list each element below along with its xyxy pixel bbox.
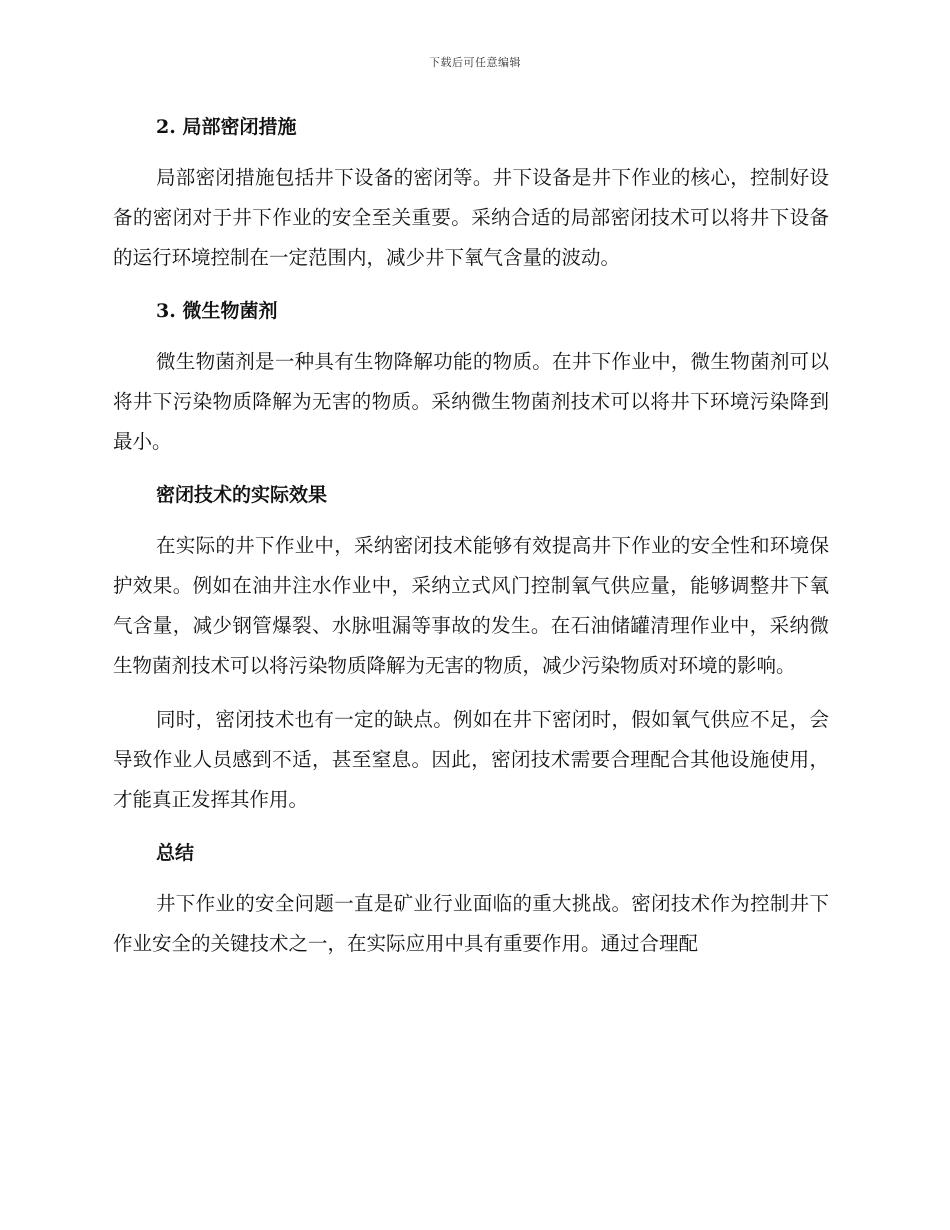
section-heading-microbial: 3. 微生物菌剂 — [156, 300, 278, 322]
section-summary — [113, 834, 829, 964]
paragraph-effects-2: 同时，密闭技术也有一定的缺点。例如在井下密闭时，假如氧气供应不足，会导致作业人员感到不适，甚至窒息。因此，密闭技术需要合理配合其他设施使用，才能真正发挥其作用。 — [113, 708, 829, 811]
section-heading-summary: 总结 — [156, 842, 195, 864]
paragraph-local-seal: 局部密闭措施包括井下设备的密闭等。井下设备是井下作业的核心，控制好设备的密闭对于井下作业的安全至关重要。采纳合适的局部密闭技术可以将井下设备的运行环境控制在一定范围内，减少井下氧气含量的波动。 — [113, 166, 829, 269]
paragraph-microbial: 微生物菌剂是一种具有生物降解功能的物质。在井下作业中，微生物菌剂可以将井下污染物质降解为无害的物质。采纳微生物菌剂技术可以将井下环境污染降到最小。 — [113, 350, 829, 453]
header-note: 下载后可任意编辑 — [429, 56, 521, 69]
paragraph-effects-1: 在实际的井下作业中，采纳密闭技术能够有效提高井下作业的安全性和环境保护效果。例如在油井注水作业中，采纳立式风门控制氧气供应量，能够调整井下氧气含量，减少钢管爆裂、水脉咀漏等事故的发生。在石油储罐清理作业中，采纳微生物菌剂技术可以将污染物质降解为无害的物质，减少污染物质对环境的影响。 — [113, 534, 829, 677]
section-local-seal — [113, 108, 829, 278]
section-effects — [113, 476, 829, 820]
section-microbial — [113, 292, 829, 462]
section-heading-effects: 密闭技术的实际效果 — [156, 484, 328, 506]
paragraph-summary: 井下作业的安全问题一直是矿业行业面临的重大挑战。密闭技术作为控制井下作业安全的关键技术之一，在实际应用中具有重要作用。通过合理配 — [113, 892, 829, 955]
section-heading-local-seal: 2. 局部密闭措施 — [156, 116, 297, 138]
document-body — [113, 108, 829, 978]
